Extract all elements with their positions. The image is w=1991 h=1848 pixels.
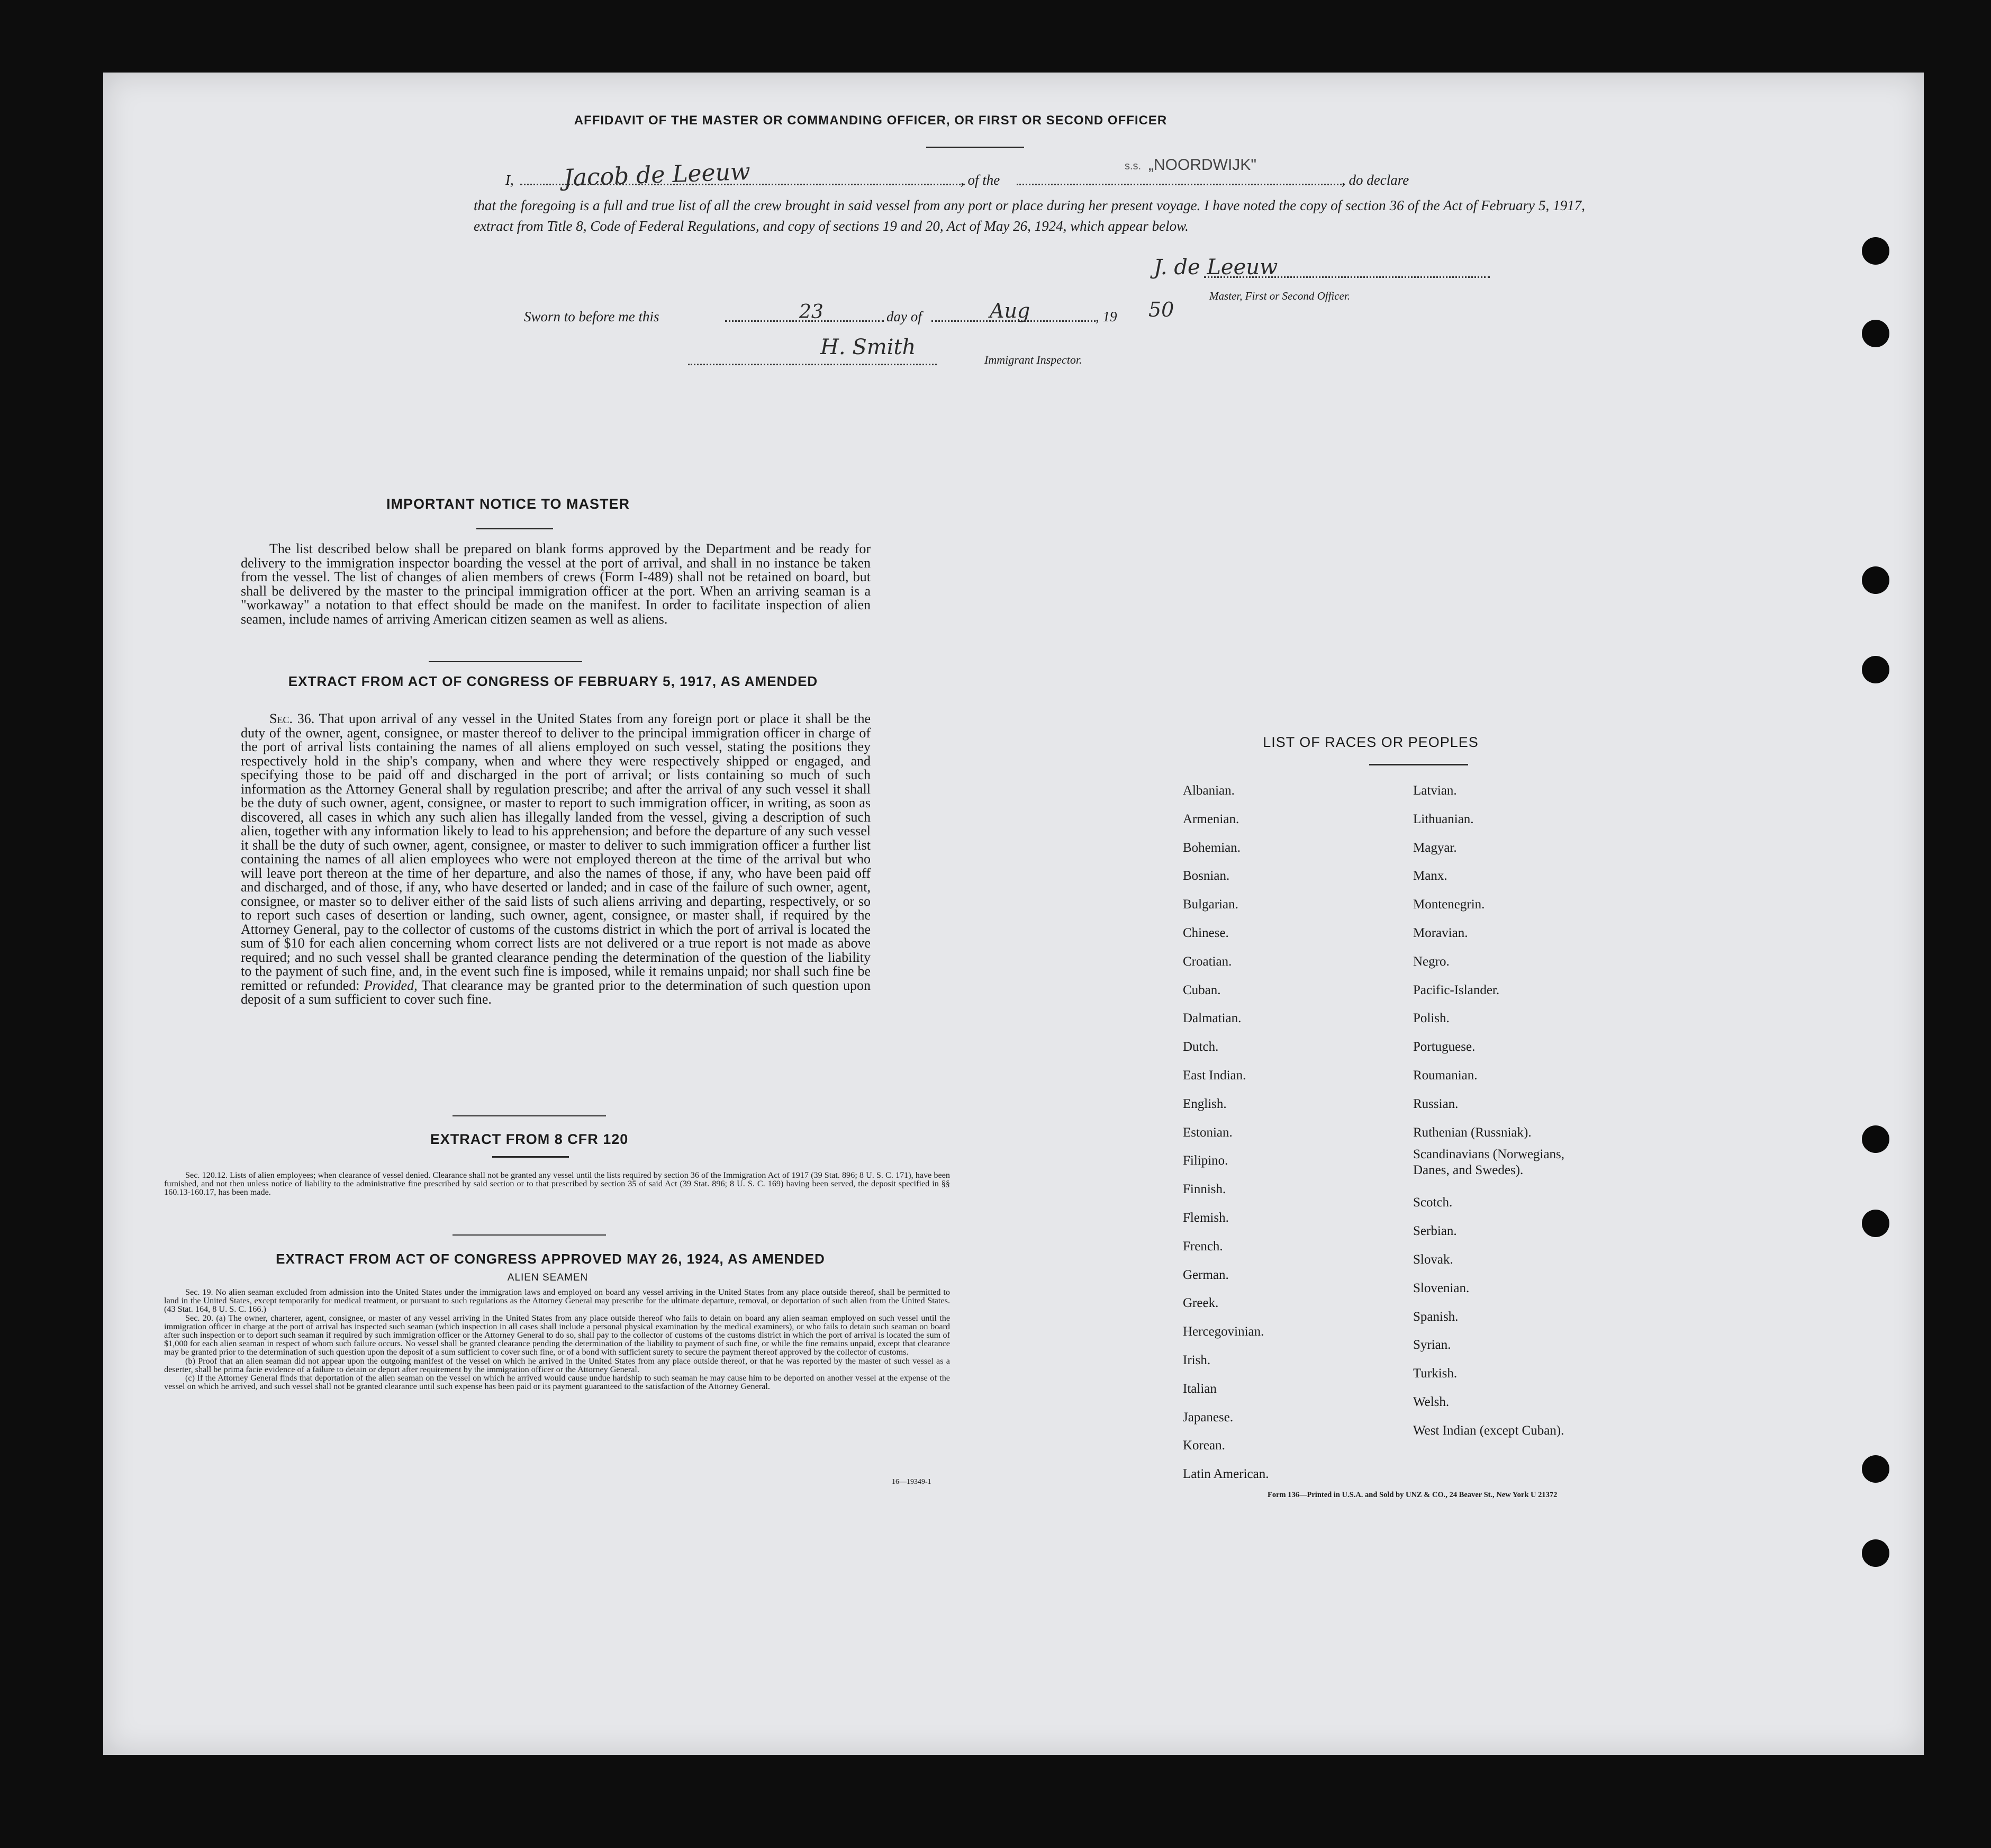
section-36-text [241, 712, 871, 1007]
race-item: Scotch. [1413, 1195, 1453, 1210]
race-item: French. [1183, 1239, 1223, 1254]
race-item: Magyar. [1413, 840, 1457, 855]
race-item: Albanian. [1183, 783, 1235, 798]
race-item: German. [1183, 1267, 1229, 1282]
proviso-text: That clearance may be granted prior to the determination of such question upon deposit of a sum sufficient to cover such fine. [241, 977, 871, 1007]
race-item: Estonian. [1183, 1125, 1233, 1140]
inspector-caption: Immigrant Inspector. [984, 353, 1082, 366]
extract-cfr-title: EXTRACT FROM 8 CFR 120 [430, 1131, 629, 1147]
sworn-text: Sworn to before me this [524, 309, 659, 324]
races-left-column [1183, 777, 1395, 1489]
race-item: Manx. [1413, 869, 1447, 884]
race-item: Pacific-Islander. [1413, 982, 1500, 997]
divider [453, 1115, 606, 1116]
day-of-label: day of [886, 309, 922, 324]
of-the-label: , of the [961, 172, 1000, 188]
cfr-section: Sec. 120.12. Lists of alien employees; when clearance of vessel denied. Clearance shall not be granted any vessel until the lists required by section 36 of the Immigration Act of 1917 (39 Stat. 896; 8 U. S. C. 171), have been furnished, and not then unless notice of liability to the administrative fine prescribed by said section or to that prescribed by section 35 of said Act (39 Stat. 896; 8 U. S. C. 169) having been served, the deposit specified in §§ 160.13-160.17, has been made. [164, 1170, 950, 1197]
race-item: Hercegovinian. [1183, 1324, 1264, 1339]
punch-hole [1862, 237, 1889, 265]
race-item: West Indian (except Cuban). [1413, 1423, 1564, 1438]
race-item: English. [1183, 1096, 1227, 1111]
race-item: Polish. [1413, 1011, 1450, 1026]
race-item: Japanese. [1183, 1410, 1234, 1425]
race-item: Flemish. [1183, 1210, 1229, 1225]
race-item: Bosnian. [1183, 869, 1230, 884]
race-item: Greek. [1183, 1296, 1219, 1311]
officer-signature: J. de Leeuw [1154, 255, 1278, 280]
sec-20c: (c) If the Attorney General finds that deportation of the alien seaman on the vessel on which he arrived would cause undue hardship to such seaman he may cause him to be deported on another vessel at the expense of the vessel on which he arrived, and such vessel shall not be granted clearance until such expense has been paid or its payment guaranteed to the satisfaction of the Attorney General. [164, 1373, 950, 1392]
race-item: Armenian. [1183, 812, 1239, 826]
race-item: Moravian. [1413, 925, 1468, 940]
divider [492, 1156, 569, 1158]
sec-20a: Sec. 20. (a) The owner, charterer, agent, consignee, or master of any vessel arriving in the United States from any place outside thereof who fails to detain on board any alien seaman employed on such vessel until the immigration officer in charge at the port of arrival has inspected such seaman (which inspection in all cases shall include a personal physical examination by the medical examiners), or who fails to detain such seaman on board after such inspection or to deport such seaman if required by such immigration officer or the Attorney General to do so, shall pay to the collector of customs of the customs district in which the port of arrival is located the sum of $1,000 for each alien seaman in respect of whom such failure occurs. No vessel shall be granted clearance pending the determination of the liability to payment of such fine, or while the fine remains unpaid, except that clearance may be granted prior to the determination of such question upon the deposit of a sum sufficient to cover such fine, or of a bond with sufficient surety to secure the payment thereof approved by the collector of customs. [164, 1313, 950, 1357]
notice-title: IMPORTANT NOTICE TO MASTER [386, 496, 630, 512]
extract-1924-title: EXTRACT FROM ACT OF CONGRESS APPROVED MAY 26, 1924, AS AMENDED [276, 1251, 825, 1267]
form-code: 16—19349-1 [892, 1478, 931, 1486]
notice-body: The list described below shall be prepared on blank forms approved by the Department and be ready for delivery to the immigration inspector boarding the vessel at the port of arrival, and shall in no instance be taken from the vessel. The list of changes of alien members of crews (Form I-489) shall not be retained on board, but shall be delivered by the master to the principal immigration officer at the port. When an arriving seaman is a "workaway" a notation to that effect should be made on the manifest. In order to facilitate inspection of alien seamen, include names of arriving American citizen seamen as well as aliens. [241, 541, 871, 627]
divider [453, 1234, 606, 1236]
inspector-signature-line [688, 364, 937, 365]
year-suffix: 50 [1148, 298, 1174, 321]
officer-caption: Master, First or Second Officer. [1209, 290, 1350, 302]
section-36-label: Sec. 36. [269, 711, 315, 726]
do-declare-label: , do declare [1342, 172, 1409, 188]
race-item: Chinese. [1183, 925, 1229, 940]
race-item: Ruthenian (Russniak). [1413, 1125, 1532, 1140]
divider [476, 528, 553, 529]
declaration-body: that the foregoing is a full and true list of all the crew brought in said vessel from any port or place during her present voyage. I have noted the copy of section 36 of the Act of February 5, 1917, extract from Title 8, Code of Federal Regulations, and copy of sections 19 and 20, Act of May 26, 1924, which appear below. [474, 197, 1585, 234]
inspector-signature: H. Smith [820, 335, 916, 359]
race-item: Russian. [1413, 1096, 1459, 1111]
race-item: East Indian. [1183, 1068, 1246, 1083]
race-item: Dutch. [1183, 1040, 1219, 1054]
extract-1917-title: EXTRACT FROM ACT OF CONGRESS OF FEBRUARY 5, 1917, AS AMENDED [288, 673, 818, 689]
sworn-line [524, 298, 1318, 330]
race-item: Montenegrin. [1413, 897, 1485, 912]
race-item: Portuguese. [1413, 1040, 1476, 1054]
race-item: Dalmatian. [1183, 1011, 1242, 1026]
declarant-prefix: I, [505, 172, 514, 188]
sworn-month: Aug [990, 299, 1030, 322]
year-prefix: , 19 [1096, 309, 1117, 324]
declaration-line [505, 156, 1585, 193]
officer-signature-line [1204, 276, 1490, 278]
races-right-column [1413, 777, 1678, 1445]
cfr-text [164, 1171, 950, 1197]
race-item: Korean. [1183, 1438, 1225, 1453]
race-item: Slovenian. [1413, 1281, 1470, 1295]
race-item: Serbian. [1413, 1224, 1457, 1239]
punch-hole [1862, 1539, 1889, 1567]
vessel-blank [1017, 184, 1345, 185]
proviso-label: Provided, [364, 977, 418, 993]
race-item: Cuban. [1183, 982, 1221, 997]
sec-20b: (b) Proof that an alien seaman did not appear upon the outgoing manifest of the vessel on which he arrived in the United States from any place outside thereof, or that he was reported by the master of such vessel as a deserter, shall be prima facie evidence of a failure to detain or deport after requirement by the immigration officer or the Attorney General. [164, 1356, 950, 1374]
affidavit-title: AFFIDAVIT OF THE MASTER OR COMMANDING OFFICER, OR FIRST OR SECOND OFFICER [574, 113, 1168, 128]
race-item: Italian [1183, 1381, 1217, 1396]
race-item: Filipino. [1183, 1153, 1228, 1168]
race-item: Welsh. [1413, 1394, 1450, 1409]
divider [429, 661, 582, 662]
declarant-signature: Jacob de Leeuw [563, 158, 751, 192]
race-item: Roumanian. [1413, 1068, 1478, 1083]
race-item: Irish. [1183, 1353, 1211, 1367]
vessel-prefix: s.s. [1125, 160, 1142, 172]
race-item: Bohemian. [1183, 840, 1241, 855]
race-item: Lithuanian. [1413, 812, 1474, 826]
punch-hole [1862, 320, 1889, 347]
race-item: Turkish. [1413, 1366, 1458, 1381]
divider [926, 147, 1024, 148]
race-item: Bulgarian. [1183, 897, 1238, 912]
punch-hole [1862, 566, 1889, 594]
punch-hole [1862, 1125, 1889, 1153]
alien-seamen-subtitle: ALIEN SEAMEN [507, 1272, 589, 1283]
race-item: Scandinavians (Norwegians, Danes, and Swedes). [1413, 1147, 1565, 1178]
punch-hole [1862, 1210, 1889, 1237]
document-page [103, 73, 1924, 1755]
vessel-name: „NOORDWIJK" [1148, 156, 1256, 174]
race-item: Slovak. [1413, 1252, 1453, 1267]
sworn-day: 23 [799, 301, 823, 323]
punch-hole [1862, 1455, 1889, 1483]
race-item: Croatian. [1183, 954, 1232, 969]
sec-19: Sec. 19. No alien seaman excluded from admission into the United States under the immigration laws and employed on board any vessel arriving in the United States from any place outside thereof, shall be permitted to land in the United States, except temporarily for medical treatment, or pursuant to such regulations as the Attorney General may prescribe for the ultimate departure, removal, or deportation of such alien from the United States. (43 Stat. 164, 8 U. S. C. 166.) [164, 1287, 950, 1314]
divider [1369, 764, 1468, 765]
race-item: Syrian. [1413, 1338, 1451, 1353]
race-item: Finnish. [1183, 1182, 1226, 1197]
race-item: Latin American. [1183, 1467, 1269, 1482]
race-item: Negro. [1413, 954, 1450, 969]
alien-seamen-text [164, 1288, 950, 1391]
punch-hole [1862, 656, 1889, 683]
race-item: Spanish. [1413, 1309, 1459, 1324]
race-item: Latvian. [1413, 783, 1457, 798]
section-36-body: That upon arrival of any vessel in the United States from any foreign port or place it shall be the duty of the owner, agent, consignee, or master thereof to deliver to the principal immigration officer in charge of the port of arrival lists containing the names of all aliens employed on such vessel, stating the positions they respectively hold in the ship's company, when and where they were respectively shipped or engaged, and specifying those to be paid off and discharged in the port of arrival; or lists containing so much of such information as the Attorney General shall by regulation prescribe; and after the arrival of any such vessel it shall be the duty of such owner, agent, consignee, or master to report to such immigration officer, in writing, as soon as discovered, all cases in which any such alien has illegally landed from the vessel, giving a description of such alien, together with any information likely to lead to his apprehension; and before the departure of any such vessel it shall be the duty of such owner, agent, consignee, or master to deliver to such immigration officer a further list containing the names of all alien employees who were not employed thereon at the time of the arrival but who will leave port thereon at the time of her departure, and also the names of those, if any, who have been paid off and discharged, and of those, if any, who have deserted or landed; and in case of the failure of such owner, agent, consignee, or master so to deliver either of the said lists of such aliens arriving and departing, respectively, or so to report such cases of desertion or landing, such owner, agent, consignee, or master shall, if required by the Attorney General, pay to the collector of customs of the customs district in which the port of arrival is located the sum of $10 for each alien concerning whom correct lists are not delivered or a true report is not made as above required; and no such vessel shall be granted clearance pending the determination of the question of the liability to the payment of such fine, and, in the event such fine is imposed, while it remains unpaid; nor shall such fine be remitted or refunded: [241, 711, 871, 993]
printer-imprint: Form 136—Printed in U.S.A. and Sold by UNZ & CO., 24 Beaver St., New York U 21372 [1268, 1491, 1558, 1499]
races-title: LIST OF RACES OR PEOPLES [1263, 734, 1479, 750]
